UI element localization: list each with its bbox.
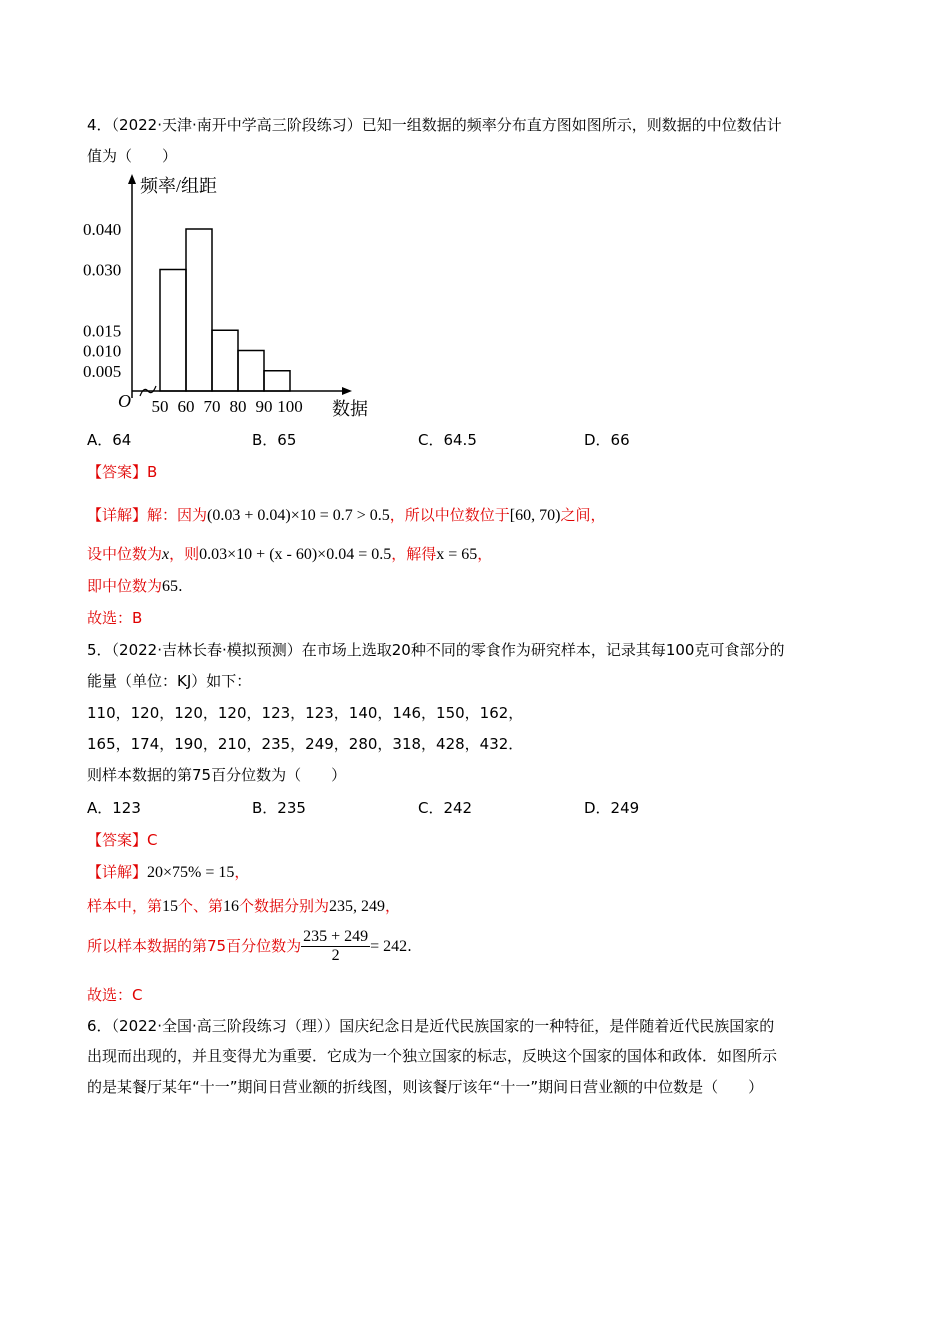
q4-stem-line1: 4．（2022·天津·南开中学高三阶段练习）已知一组数据的频率分布直方图如图所示，则数据的中位数估计 bbox=[87, 116, 782, 134]
q4-choose: 故选：B bbox=[87, 609, 143, 627]
q6-stem-line2: 出现而出现的，并且变得尤为重要．它成为一个独立国家的标志，反映这个国家的国体和政体．如图所示 bbox=[87, 1047, 778, 1065]
q4-stem-line2: 值为（ ） bbox=[87, 147, 178, 165]
q5-choose: 故选：C bbox=[87, 986, 143, 1004]
y-tick-label: 0.030 bbox=[83, 260, 122, 280]
histogram-bar-[90,100) bbox=[264, 371, 290, 391]
q5-detail-line3: 所以样本数据的第75百分位数为 $\frac{235 + 249}{2}$ = 242. bbox=[87, 928, 412, 964]
q5-stem-line2: 能量（单位：KJ）如下： bbox=[87, 672, 252, 690]
origin-label: O bbox=[118, 391, 131, 411]
q5-stem-line3: 则样本数据的第75百分位数为（ ） bbox=[87, 766, 347, 784]
q4-detail-label: 【详解】 bbox=[87, 506, 148, 524]
x-axis-label: 数据 bbox=[332, 399, 368, 419]
histogram-bar-[80,90) bbox=[238, 351, 264, 392]
q5-answer: 【答案】C bbox=[87, 831, 158, 849]
q5-option-c: C．242 bbox=[418, 799, 473, 817]
q4-math-2: 0.03×10 + (x - 60)×0.04 = 0.5 bbox=[199, 546, 392, 563]
q4-option-d: D．66 bbox=[584, 431, 630, 449]
y-axis-label: 频率/组距 bbox=[140, 176, 218, 196]
y-tick-label: 0.005 bbox=[83, 361, 122, 381]
q6-stem-line1: 6．（2022·全国·高三阶段练习（理））国庆纪念日是近代民族国家的一种特征，是伴随着近代民族国家的 bbox=[87, 1017, 775, 1035]
q4-detail-line3: 即中位数为65. bbox=[87, 577, 183, 595]
q4-detail-line1: 【详解】解：因为(0.03 + 0.04)×10 = 0.7 > 0.5，所以中位数位于[60, 70)之间， bbox=[87, 506, 606, 524]
histogram-bar-[60,70) bbox=[186, 229, 212, 391]
q5-fraction: $\frac{235 + 249}{2}$ bbox=[303, 928, 369, 964]
histogram-bar-[50,60) bbox=[160, 270, 186, 392]
q4-option-a: A．64 bbox=[87, 431, 132, 449]
x-tick-label: 90 bbox=[255, 397, 273, 416]
q4-detail-line2: 设中位数为x，则0.03×10 + (x - 60)×0.04 = 0.5，解得x = 65， bbox=[87, 545, 493, 563]
q4-interval: [60, 70) bbox=[509, 507, 561, 524]
x-axis-arrow bbox=[342, 387, 352, 395]
q4-option-c: C．64.5 bbox=[418, 431, 477, 449]
q4-answer: 【答案】B bbox=[87, 463, 158, 481]
y-tick-label: 0.040 bbox=[83, 220, 122, 239]
q5-option-b: B．235 bbox=[252, 799, 306, 817]
q5-detail-label: 【详解】 bbox=[87, 863, 148, 881]
y-tick-label: 0.015 bbox=[83, 321, 122, 341]
q4-math-1: (0.03 + 0.04)×10 = 0.7 > 0.5 bbox=[207, 507, 390, 524]
histogram-chart bbox=[80, 172, 380, 422]
q5-data-line1: 110，120，120，120，123，123，140，146，150，162， bbox=[87, 704, 524, 722]
histogram-bar-[70,80) bbox=[212, 330, 238, 391]
x-tick-label: 50 bbox=[151, 397, 169, 416]
x-tick-label: 80 bbox=[229, 397, 247, 416]
q4-option-b: B．65 bbox=[252, 431, 297, 449]
q5-option-a: A．123 bbox=[87, 799, 141, 817]
q5-option-d: D．249 bbox=[584, 799, 640, 817]
q5-detail-line2: 样本中，第15个、第16个数据分别为235, 249， bbox=[87, 897, 401, 915]
x-tick-label: 60 bbox=[177, 397, 195, 416]
q6-stem-line3: 的是某餐厅某年“十一”期间日营业额的折线图，则该餐厅该年“十一”期间日营业额的中位数是（ ） bbox=[87, 1078, 764, 1096]
y-tick-label: 0.010 bbox=[83, 341, 122, 361]
q5-detail-line1: 【详解】20×75% = 15， bbox=[87, 863, 250, 881]
q5-stem-line1: 5．（2022·吉林长春·模拟预测）在市场上选取20种不同的零食作为研究样本，记录其每100克可食部分的 bbox=[87, 641, 785, 659]
q5-data-line2: 165，174，190，210，235，249，280，318，428，432． bbox=[87, 735, 524, 753]
x-tick-label: 70 bbox=[203, 397, 221, 416]
y-axis-arrow bbox=[128, 174, 136, 184]
x-tick-label: 100 bbox=[277, 397, 303, 416]
axis-break bbox=[140, 386, 156, 396]
